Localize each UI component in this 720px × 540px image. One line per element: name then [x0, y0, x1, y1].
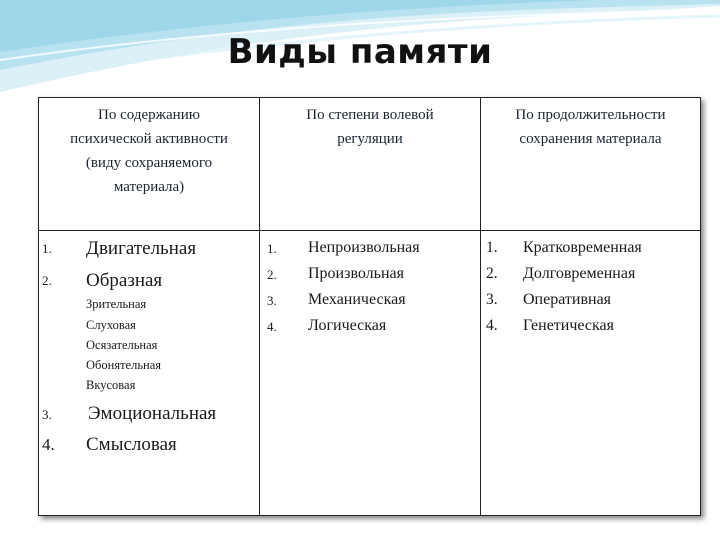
item-text: Смысловая — [86, 434, 177, 455]
memory-types-table — [38, 97, 701, 516]
column-divider — [259, 98, 260, 515]
column-divider — [480, 98, 481, 515]
item-text: Образная — [86, 270, 163, 291]
item-text: Механическая — [308, 291, 406, 308]
item-text: Генетическая — [523, 317, 614, 334]
item-text: Оперативная — [523, 291, 612, 308]
item-text: Непроизвольная — [308, 239, 420, 256]
header-line: сохранения материала — [519, 131, 662, 147]
item-text: Долговременная — [523, 265, 636, 282]
item-number: 3. — [42, 407, 52, 422]
header-content — [39, 103, 259, 199]
item-text: Кратковременная — [523, 239, 642, 256]
item-number: 2. — [42, 273, 52, 288]
header-volitional — [260, 103, 480, 151]
header-line: По степени волевой — [306, 107, 434, 123]
header-line: По продолжительности — [515, 107, 666, 123]
sub-item: Осязательная — [86, 338, 158, 352]
header-duration — [481, 103, 700, 151]
item-number: 1. — [267, 241, 277, 256]
item-number: 2. — [267, 267, 277, 282]
sub-item: Зрительная — [86, 297, 147, 311]
item-number: 1. — [486, 239, 498, 256]
item-number: 3. — [267, 293, 277, 308]
header-line: материала) — [113, 179, 185, 195]
item-text: Логическая — [308, 317, 387, 334]
item-number: 3. — [486, 291, 498, 308]
item-text: Эмоциональная — [88, 403, 217, 424]
header-line: психической активности — [70, 131, 228, 147]
header-divider — [39, 230, 700, 231]
header-line: По содержанию — [98, 107, 200, 123]
header-line: регуляции — [337, 131, 403, 147]
sub-item: Вкусовая — [86, 378, 136, 392]
item-number: 4. — [486, 317, 498, 334]
header-line: (виду сохраняемого — [85, 155, 213, 171]
item-text: Двигательная — [86, 238, 197, 259]
item-number: 1. — [42, 241, 52, 256]
sub-item: Обонятельная — [86, 358, 162, 372]
item-text: Произвольная — [308, 265, 404, 282]
page-title: Виды памяти — [227, 32, 493, 72]
item-number: 4. — [267, 319, 277, 334]
sub-item: Слуховая — [86, 318, 136, 332]
item-number: 4. — [42, 435, 55, 454]
item-number: 2. — [486, 265, 498, 282]
